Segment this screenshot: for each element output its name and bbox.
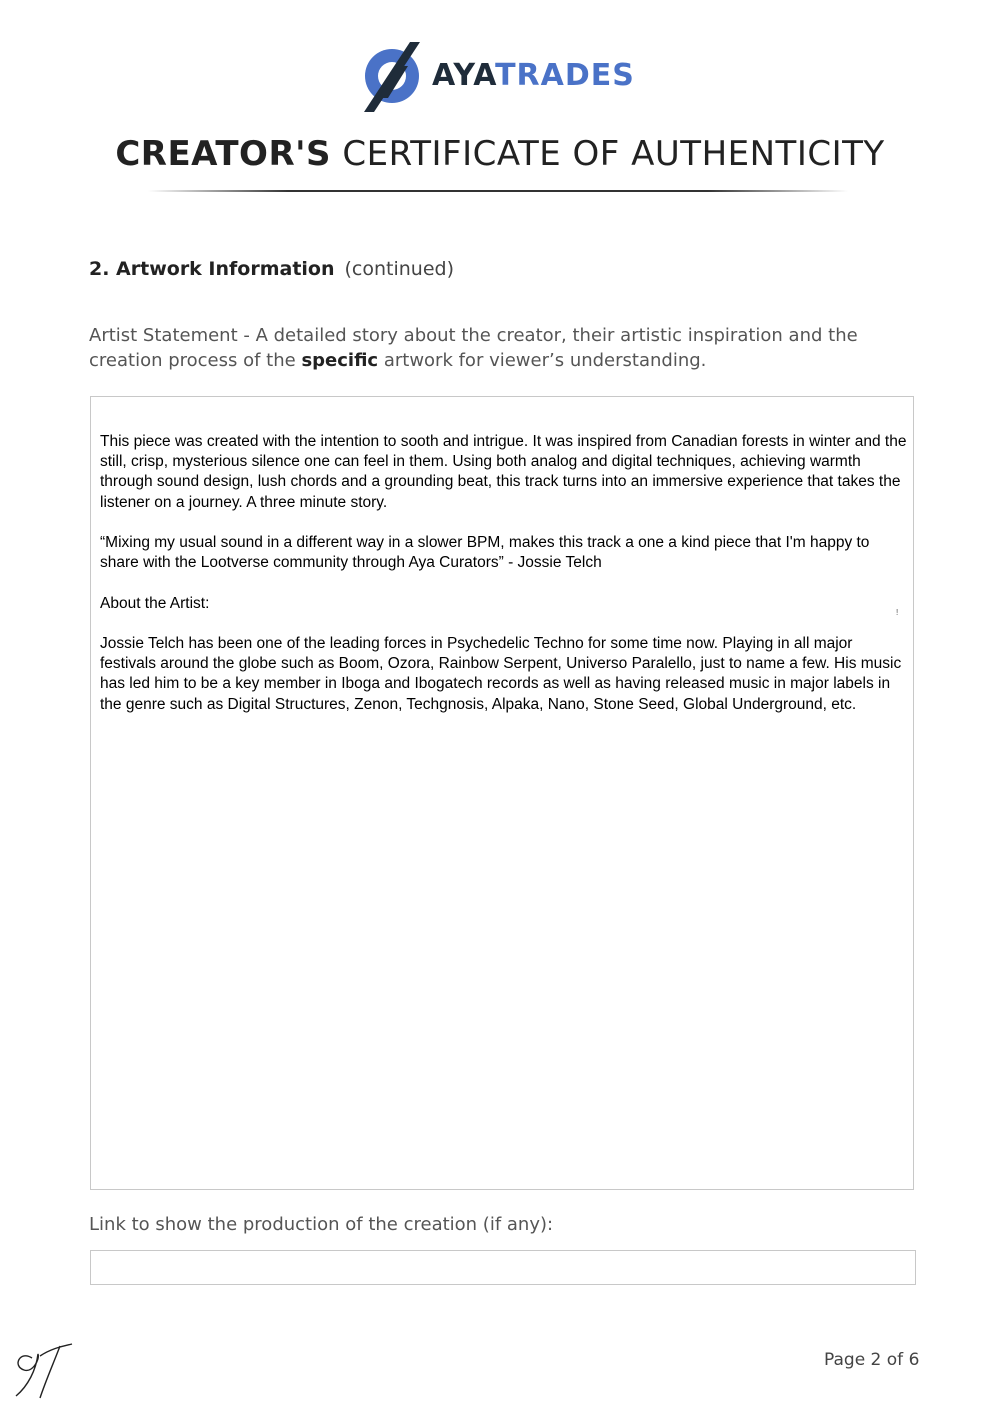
section-heading-text: 2. Artwork Information	[89, 258, 335, 280]
header-logo	[0, 38, 1000, 118]
signature-initials-icon	[10, 1340, 74, 1400]
aya-trades-logo-icon	[360, 38, 424, 116]
page-number: Page 2 of 6	[824, 1350, 920, 1370]
certificate-title-bold: CREATOR'S	[115, 134, 332, 174]
section-heading	[89, 258, 454, 280]
about-artist-label: About the Artist:	[100, 594, 210, 612]
prompt-emphasis: specific	[301, 350, 379, 371]
brand-name-part2: TRADES	[495, 58, 635, 93]
artist-bio: Jossie Telch has been one of the leading forces in Psychedelic Techno for some time now. Playing in all major festivals around the globe such as Boom, Ozora, Rainbow Serpent, Universo Paralello, just to name a few. His music has led him to be a key member in Iboga and Ibogatech records as well as having released music in major labels in the genre such as Digital Structures, Zenon, Techgnosis, Alpaka, Nano, Stone Seed, Global Underground, etc.	[100, 634, 902, 713]
certificate-title	[0, 134, 1000, 174]
title-divider	[148, 190, 848, 192]
artist-statement-prompt	[89, 323, 909, 373]
statement-paragraph: This piece was created with the intention to sooth and intrigue. It was inspired from Canadian forests in winter and the still, crisp, mysterious silence one can feel in them. Using both analog and digital techniques, achieving warmth through sound design, lush chords and a grounding beat, this track turns into an immersive experience that takes the listener on a journey. A three minute story.	[100, 433, 907, 511]
certificate-title-regular: CERTIFICATE OF AUTHENTICITY	[342, 134, 885, 174]
production-link-label: Link to show the production of the creation (if any):	[89, 1214, 554, 1235]
production-link-field[interactable]	[90, 1250, 916, 1285]
brand-name	[432, 58, 635, 93]
prompt-text-after: artwork for viewer’s understanding.	[378, 350, 707, 371]
prompt-text-before: Artist Statement - A detailed story about the creator, their artistic inspiration and the creation process of the	[89, 325, 858, 371]
stray-mark: !	[896, 608, 899, 617]
brand-name-part1: AYA	[432, 58, 496, 93]
section-heading-suffix: (continued)	[344, 258, 455, 280]
statement-quote: “Mixing my usual sound in a different way in a slower BPM, makes this track a one a kind piece that I'm happy to share with the Lootverse community through Aya Curators” - Jossie Telch	[100, 534, 870, 572]
artist-statement-content	[100, 432, 908, 735]
